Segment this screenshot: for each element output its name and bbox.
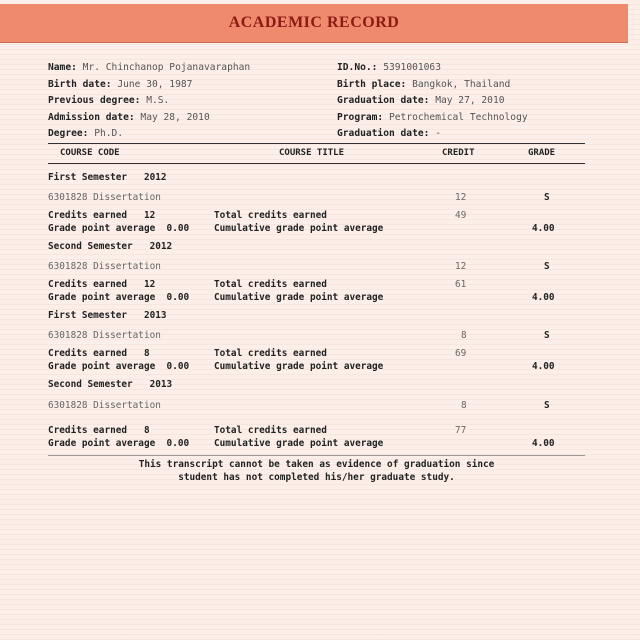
credits-earned-label: Credits earned [48,279,128,290]
name-value: Mr. Chinchanop Pojanavaraphan [82,62,251,73]
course-entry: 6301828 Dissertation [48,261,161,272]
cgpa-label: Cumulative grade point average [214,438,384,449]
total-credits-value: 61 [455,279,467,290]
credits-earned-value: 12 [143,210,156,221]
semester-year: 2012 [149,241,173,252]
degree-value: Ph.D. [94,128,124,139]
course-credit: 12 [455,192,467,203]
course-code-header: COURSE CODE [60,148,120,158]
total-credits-value: 69 [455,348,467,359]
semester-heading [48,379,172,390]
id-value: 5391001063 [383,62,441,73]
credits-earned-value: 8 [143,348,150,359]
semester-heading [48,310,167,321]
program-label: Program: [337,111,384,123]
gpa [48,438,189,449]
credits-earned [48,210,155,221]
id-label: ID.No.: [337,62,378,73]
gpa-label: Grade point average [48,361,156,372]
birth-date-value: June 30, 1987 [117,78,193,90]
program-row [337,110,528,127]
previous-degree-value: M.S. [146,95,170,106]
graduation-date-2-row [337,126,528,143]
course-title-header: COURSE TITLE [279,148,345,158]
course-grade: S [544,192,550,203]
table-top-rule [48,143,585,144]
birth-date-row [48,77,250,94]
gpa-label: Grade point average [48,292,156,303]
student-info-left [48,60,250,143]
semester-year: 2012 [143,172,167,183]
birth-place-value: Bangkok, Thailand [412,78,511,90]
gpa-value: 0.00 [166,223,190,234]
semester-year: 2013 [149,379,173,390]
semester-name: First Semester [48,310,128,321]
course-grade: S [544,330,550,341]
credits-earned-label: Credits earned [48,348,128,359]
credits-earned [48,348,150,359]
semester-name: Second Semester [48,241,133,252]
title-banner [0,4,628,43]
semester-heading [48,172,167,183]
gpa-label: Grade point average [48,223,156,234]
name-label: Name: [48,62,77,73]
cgpa-value: 4.00 [532,361,555,372]
birth-place-label: Birth place: [337,78,407,90]
gpa-value: 0.00 [166,292,190,303]
total-credits-label: Total credits earned [214,279,327,290]
course-grade: S [544,400,550,411]
course-entry: 6301828 Dissertation [48,192,161,203]
course-credit: 8 [461,400,467,411]
semester-name: First Semester [48,172,128,183]
total-credits-label: Total credits earned [214,425,327,436]
credits-earned [48,425,150,436]
graduation-date-2-value: - [435,128,441,139]
credits-earned [48,279,155,290]
graduation-date-label: Graduation date: [337,95,430,106]
cgpa-label: Cumulative grade point average [214,223,384,234]
credit-header: CREDIT [442,148,475,158]
student-info-right [337,60,528,143]
course-credit: 12 [455,261,467,272]
gpa-label: Grade point average [48,438,156,449]
gpa [48,292,189,303]
cgpa-value: 4.00 [532,292,555,303]
page-title: ACADEMIC RECORD [228,14,400,31]
previous-degree-row [48,93,250,110]
degree-label: Degree: [48,128,89,139]
gpa [48,223,189,234]
semester-heading [48,241,172,252]
program-value: Petrochemical Technology [389,111,528,123]
course-credit: 8 [461,330,467,341]
footer-note-line1: This transcript cannot be taken as evidence of graduation since [138,459,495,470]
footer-note [48,459,585,484]
graduation-date-value: May 27, 2010 [435,95,505,106]
course-entry: 6301828 Dissertation [48,400,161,411]
footer-rule [48,455,585,456]
table-header-rule [48,163,585,164]
graduation-date-row [337,93,528,110]
gpa-value: 0.00 [166,438,190,449]
course-grade: S [544,261,550,272]
graduation-date-2-label: Graduation date: [337,128,430,139]
cgpa-label: Cumulative grade point average [214,361,384,372]
total-credits-label: Total credits earned [214,210,327,221]
name-row [48,60,250,77]
semester-name: Second Semester [48,379,133,390]
admission-date-label: Admission date: [48,111,135,123]
grade-header: GRADE [528,148,556,158]
total-credits-label: Total credits earned [214,348,327,359]
total-credits-value: 77 [455,425,467,436]
birth-place-row [337,77,528,94]
id-row [337,60,528,77]
admission-date-row [48,110,250,127]
credits-earned-value: 12 [143,279,156,290]
total-credits-value: 49 [455,210,467,221]
cgpa-value: 4.00 [532,438,555,449]
birth-date-label: Birth date: [48,78,112,90]
cgpa-value: 4.00 [532,223,555,234]
footer-note-line2: student has not completed his/her graduate study. [178,471,455,483]
course-entry: 6301828 Dissertation [48,330,161,341]
previous-degree-label: Previous degree: [48,95,141,106]
admission-date-value: May 28, 2010 [140,111,210,123]
gpa [48,361,189,372]
credits-earned-value: 8 [143,425,150,436]
semester-year: 2013 [143,310,167,321]
credits-earned-label: Credits earned [48,425,128,436]
credits-earned-label: Credits earned [48,210,128,221]
degree-row [48,126,250,143]
cgpa-label: Cumulative grade point average [214,292,384,303]
gpa-value: 0.00 [166,361,190,372]
